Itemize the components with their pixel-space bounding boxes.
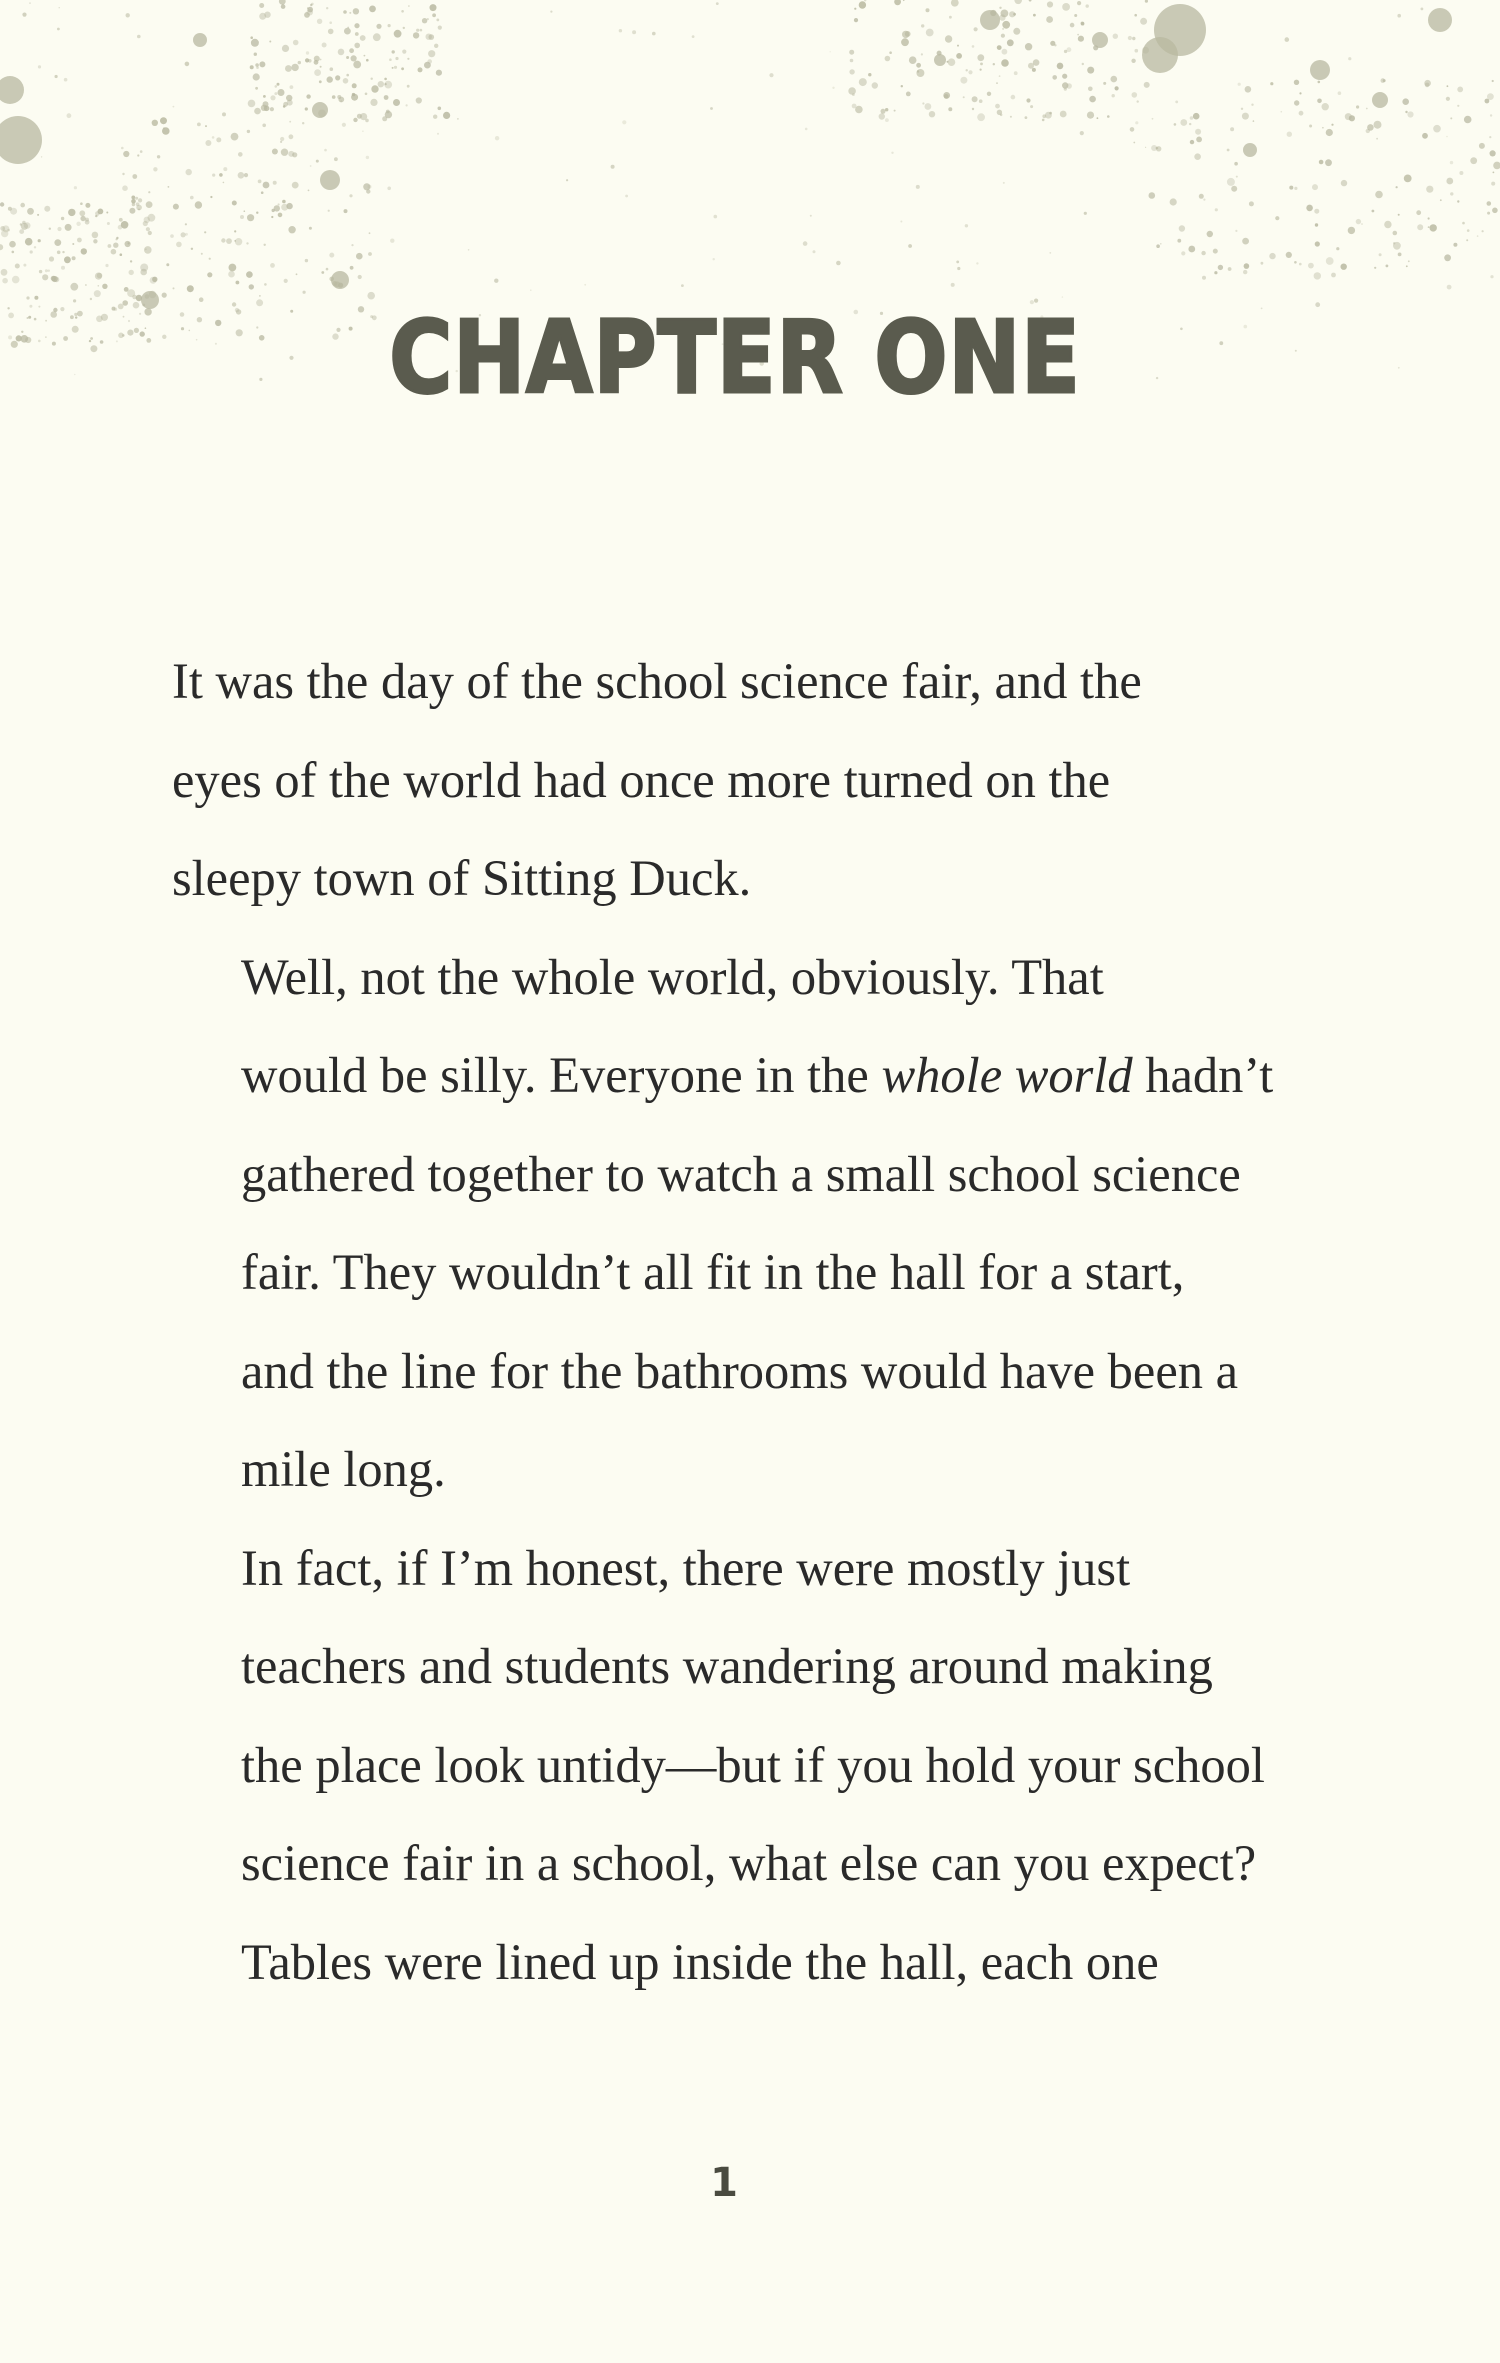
text-line <box>172 1716 1312 1815</box>
text-segment: hadn’t <box>1132 1047 1274 1103</box>
text-segment: fair. They wouldn’t all fit in the hall for a start, <box>241 1244 1185 1300</box>
text-line <box>172 1223 1312 1322</box>
paragraph <box>172 1519 1312 1913</box>
text-segment: the place look untidy—but if you hold your school <box>241 1736 1265 1793</box>
text-segment: Tables were lined up inside the hall, each one <box>241 1933 1159 1990</box>
text-segment: sleepy town of Sitting Duck. <box>172 850 752 906</box>
text-line <box>172 731 1312 830</box>
text-line <box>172 928 1312 1027</box>
text-segment: eyes of the world had once more turned on the <box>172 751 1111 808</box>
text-segment: teachers and students wandering around making <box>241 1638 1213 1694</box>
text-line <box>172 829 1312 928</box>
text-line <box>172 1519 1312 1618</box>
text-line <box>172 1322 1312 1421</box>
text-segment: It was the day of the school science fair, and the <box>172 653 1142 709</box>
text-line <box>172 632 1312 731</box>
text-line <box>172 1420 1312 1519</box>
text-segment: would be silly. Everyone in the <box>241 1047 882 1103</box>
text-segment: mile long. <box>241 1441 446 1497</box>
page-number: 1 <box>710 2160 738 2206</box>
text-line <box>172 1617 1312 1716</box>
paragraph <box>172 1913 1312 2012</box>
text-segment: science fair in a school, what else can you expect? <box>241 1835 1257 1891</box>
text-segment: Well, not the whole world, obviously. That <box>241 948 1104 1005</box>
paragraph <box>172 928 1312 1519</box>
chapter-body <box>172 632 1312 2011</box>
italic-text: whole world <box>881 1047 1133 1103</box>
chapter-title: CHAPTER ONE <box>389 299 1081 416</box>
text-line <box>172 1125 1312 1224</box>
text-segment: gathered together to watch a small school science <box>241 1145 1241 1202</box>
paragraph <box>172 632 1312 928</box>
text-segment: In fact, if I’m honest, there were mostly just <box>241 1539 1131 1596</box>
text-segment: and the line for the bathrooms would have been a <box>241 1342 1239 1399</box>
text-line <box>172 1814 1312 1913</box>
text-line <box>172 1913 1312 2012</box>
text-line <box>172 1026 1312 1125</box>
